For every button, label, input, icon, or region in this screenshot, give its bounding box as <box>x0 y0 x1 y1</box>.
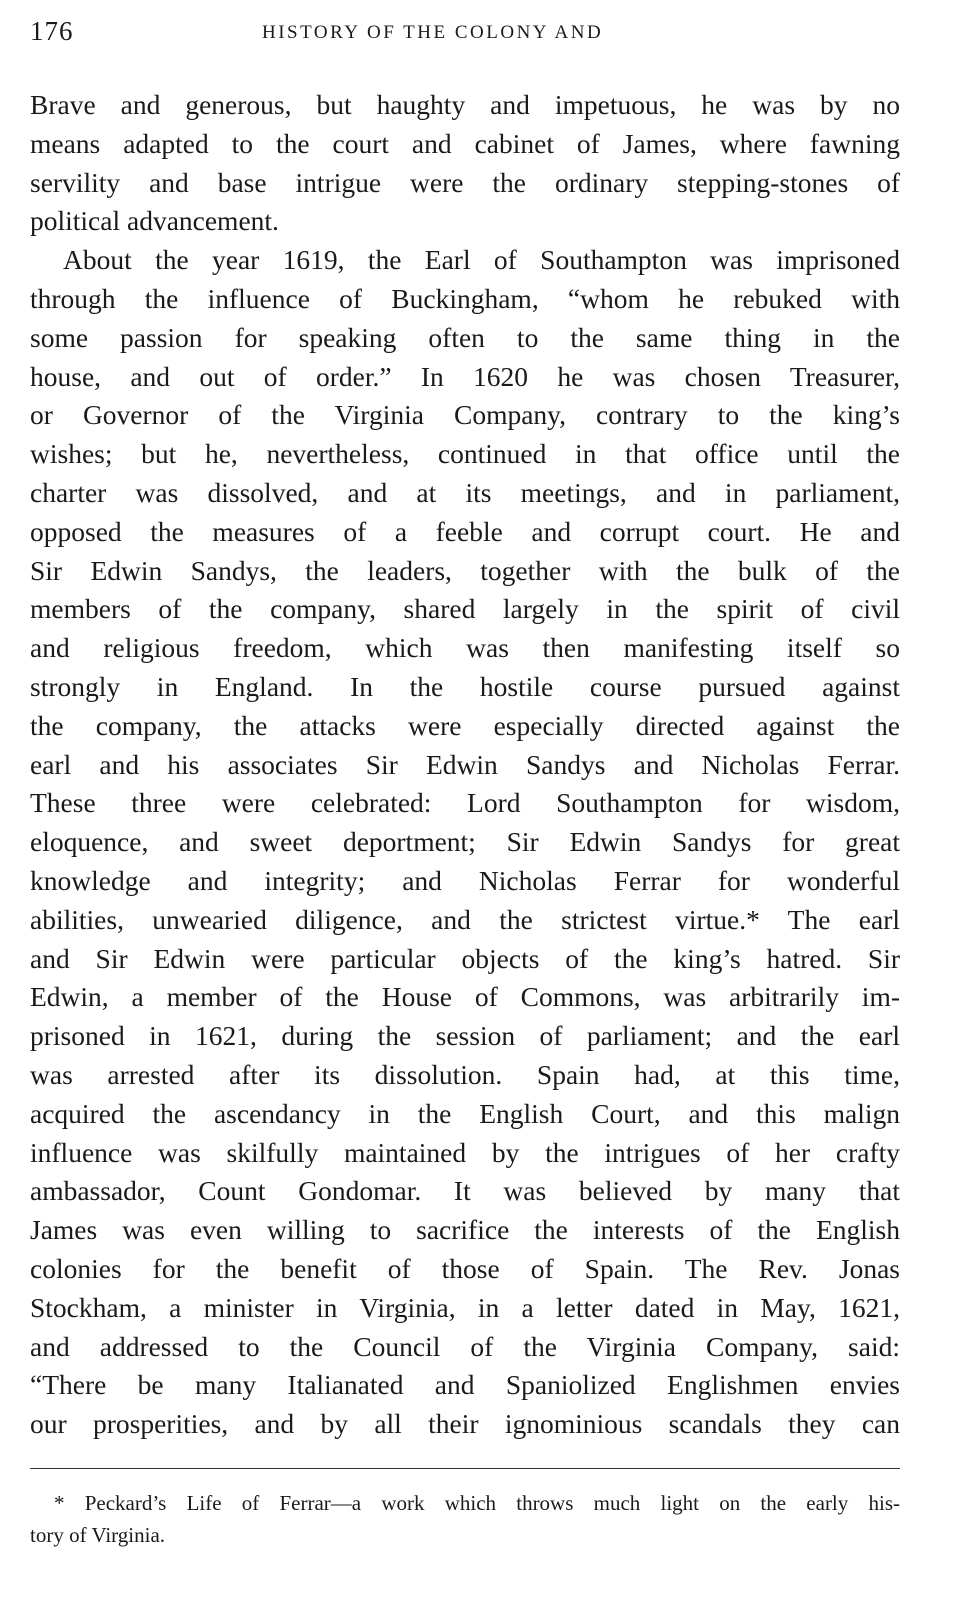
text-line: abilities, unwearied diligence, and the strictest virtue.* The earl <box>30 903 900 935</box>
footnote-divider <box>30 1468 900 1469</box>
text-line: influence was skilfully maintained by the intrigues of her crafty <box>30 1136 900 1168</box>
text-line: prisoned in 1621, during the session of parliament; and the earl <box>30 1020 900 1052</box>
text-line: Edwin, a member of the House of Commons, was arbitrarily im- <box>30 981 900 1013</box>
text-line: political advancement. <box>30 205 279 237</box>
text-line: Sir Edwin Sandys, the leaders, together with the bulk of the <box>30 554 900 586</box>
page-number: 176 <box>30 16 74 46</box>
footnote-line: * Peckard’s Life of Ferrar—a work which throws much light on the early his- <box>54 1491 900 1515</box>
text-line: wishes; but he, nevertheless, continued in that office until the <box>30 438 900 470</box>
text-line: colonies for the benefit of those of Spain. The Rev. Jonas <box>30 1252 900 1284</box>
text-line: house, and out of order.” In 1620 he was chosen Treasurer, <box>30 360 900 392</box>
page-header <box>30 14 900 54</box>
text-line: James was even willing to sacrifice the interests of the English <box>30 1214 900 1246</box>
text-line: These three were celebrated: Lord Southampton for wisdom, <box>30 787 900 819</box>
text-line: members of the company, shared largely in the spirit of civil <box>30 593 900 625</box>
footnote <box>30 1487 900 1551</box>
text-line: acquired the ascendancy in the English Court, and this malign <box>30 1097 900 1129</box>
body-text <box>30 86 900 1444</box>
text-line: strongly in England. In the hostile course pursued against <box>30 670 900 702</box>
text-line: About the year 1619, the Earl of Southampton was imprisoned <box>63 244 900 276</box>
text-line: and addressed to the Council of the Virginia Company, said: <box>30 1330 900 1362</box>
footnote-line: tory of Virginia. <box>30 1523 166 1547</box>
text-line: was arrested after its dissolution. Spain had, at this time, <box>30 1058 900 1090</box>
text-line: and religious freedom, which was then manifesting itself so <box>30 632 900 664</box>
text-line: Brave and generous, but haughty and impetuous, he was by no <box>30 89 900 120</box>
text-line: knowledge and integrity; and Nicholas Ferrar for wonderful <box>30 864 900 896</box>
text-line: “There be many Italianated and Spaniolized Englishmen envies <box>30 1369 900 1401</box>
text-line: our prosperities, and by all their ignominious scandals they can <box>30 1408 900 1440</box>
text-line: opposed the measures of a feeble and corrupt court. He and <box>30 515 900 547</box>
text-line: means adapted to the court and cabinet of James, where fawning <box>30 127 900 159</box>
text-line: charter was dissolved, and at its meetings, and in parliament, <box>30 476 900 508</box>
text-line: through the influence of Buckingham, “whom he rebuked with <box>30 282 900 314</box>
text-line: and Sir Edwin were particular objects of the king’s hatred. Sir <box>30 942 900 974</box>
text-line: servility and base intrigue were the ordinary stepping-stones of <box>30 166 900 198</box>
text-line: some passion for speaking often to the same thing in the <box>30 321 900 353</box>
text-line: the company, the attacks were especially directed against the <box>30 709 900 741</box>
text-line: or Governor of the Virginia Company, contrary to the king’s <box>30 399 900 431</box>
text-line: ambassador, Count Gondomar. It was believed by many that <box>30 1175 900 1207</box>
text-line: eloquence, and sweet deportment; Sir Edwin Sandys for great <box>30 826 900 858</box>
text-line: earl and his associates Sir Edwin Sandys and Nicholas Ferrar. <box>30 748 900 780</box>
running-head: HISTORY OF THE COLONY AND <box>262 22 604 43</box>
text-line: Stockham, a minister in Virginia, in a letter dated in May, 1621, <box>30 1291 900 1323</box>
